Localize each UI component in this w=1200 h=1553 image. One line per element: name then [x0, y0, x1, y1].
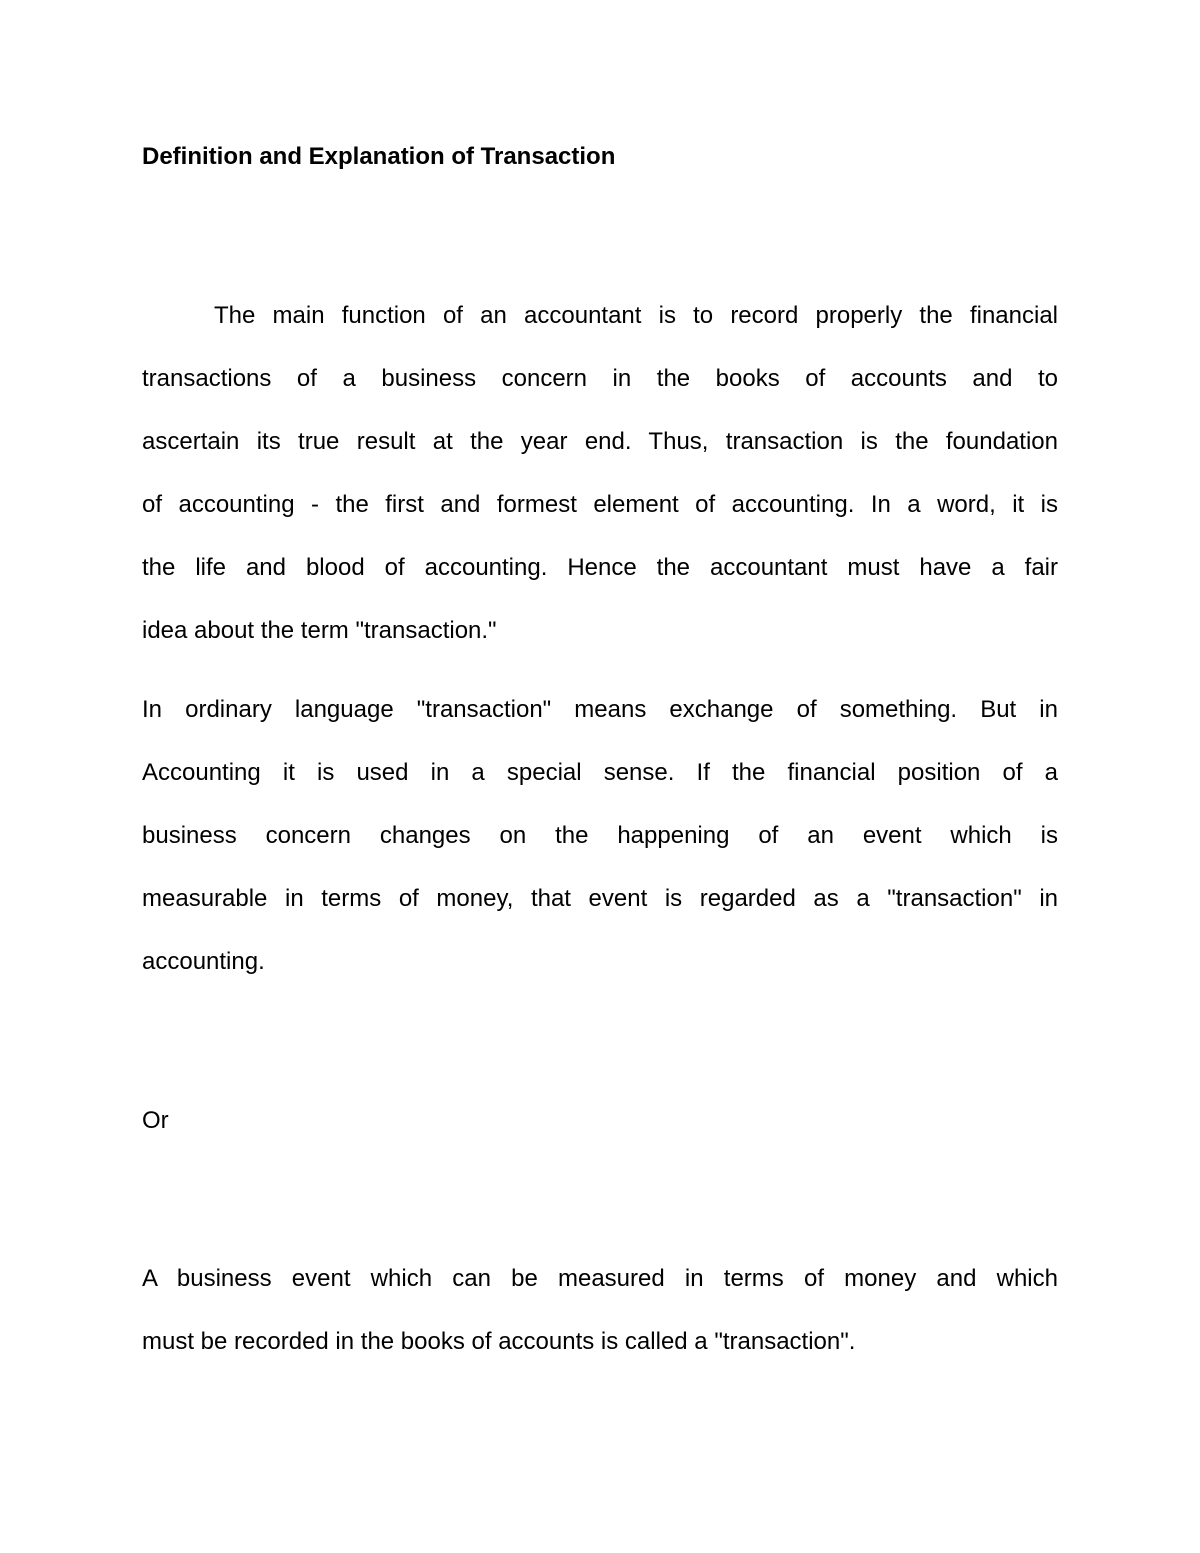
paragraph-line: must be recorded in the books of accounts is called a "transaction".: [142, 1328, 856, 1355]
paragraph-line: A business event which can be measured in terms of money and which: [142, 1265, 1058, 1292]
paragraph-ordinary-language: [142, 678, 1058, 993]
paragraph-line: accounting.: [142, 948, 265, 975]
paragraph-line: transactions of a business concern in the books of accounts and to: [142, 365, 1058, 392]
paragraph-line: the life and blood of accounting. Hence the accountant must have a fair: [142, 554, 1058, 581]
paragraph-line: idea about the term "transaction.": [142, 617, 497, 644]
paragraph-line: In ordinary language "transaction" means exchange of something. But in: [142, 696, 1058, 723]
paragraph-line: business concern changes on the happening of an event which is: [142, 822, 1058, 849]
paragraph-line: ascertain its true result at the year end. Thus, transaction is the foundation: [142, 428, 1058, 455]
paragraph-main-function: [142, 284, 1058, 662]
separator-text: Or: [142, 1107, 169, 1134]
paragraph-business-event: [142, 1247, 1058, 1373]
paragraph-line: of accounting - the first and formest element of accounting. In a word, it is: [142, 491, 1058, 518]
document-title: Definition and Explanation of Transaction: [142, 143, 616, 170]
separator-or: [142, 1089, 1058, 1152]
paragraph-line: measurable in terms of money, that event is regarded as a "transaction" in: [142, 885, 1058, 912]
paragraph-line: The main function of an accountant is to record properly the financial: [214, 302, 1058, 329]
paragraph-line: Accounting it is used in a special sense. If the financial position of a: [142, 759, 1058, 786]
